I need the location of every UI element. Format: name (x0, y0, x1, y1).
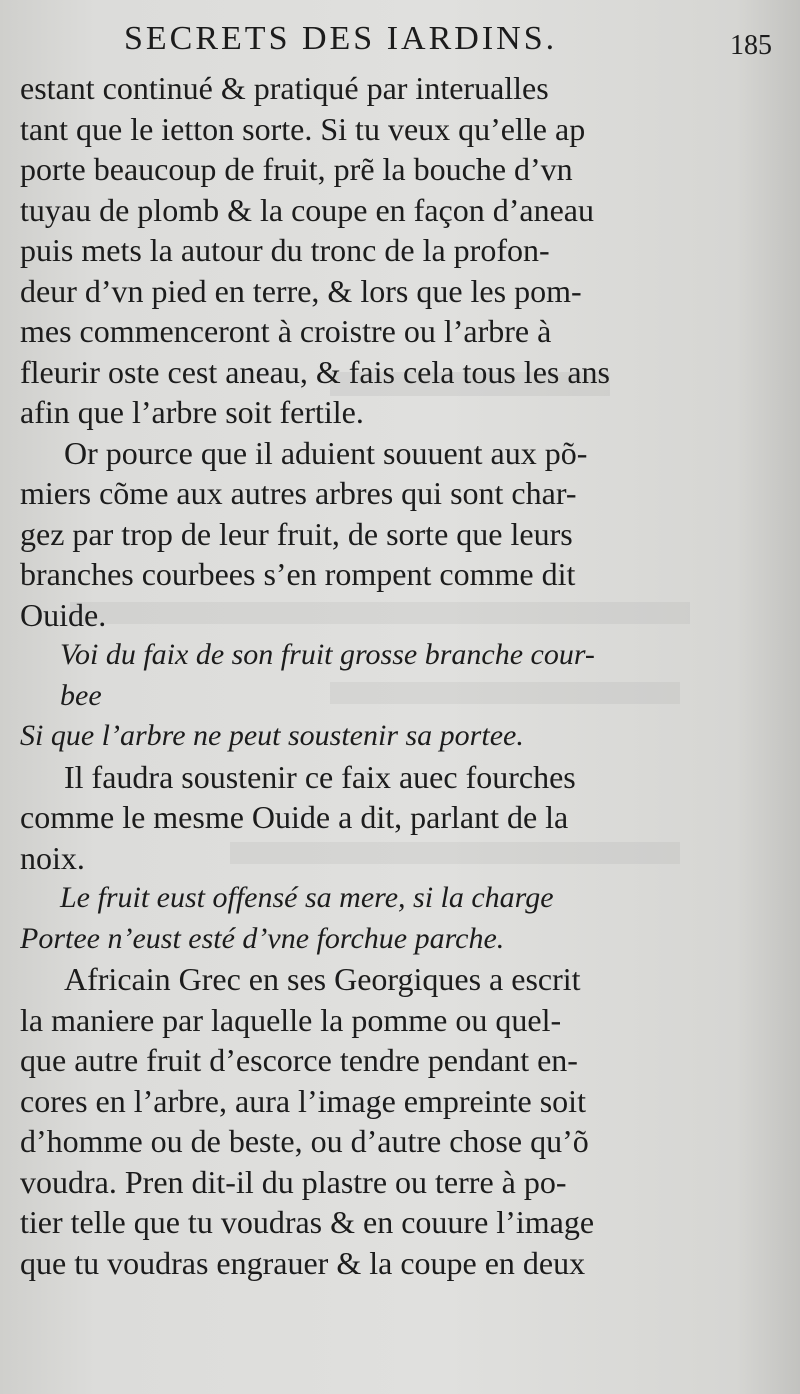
text-line: tier telle que tu voudras & en couure l’image (20, 1204, 595, 1240)
page-number: 185 (730, 30, 772, 61)
verse-line: bee (60, 678, 102, 712)
verse-line: Portee n’eust esté d’vne forchue parche. (20, 921, 505, 955)
text-line: comme le mesme Ouide a dit, parlant de la (20, 799, 569, 835)
text-line: deur d’vn pied en terre, & lors que les pom- (20, 272, 582, 309)
text-line: d’homme ou de beste, ou d’autre chose qu’õ (20, 1123, 589, 1159)
text-line: la maniere par laquelle la pomme ou quel- (20, 1001, 562, 1038)
text-line: puis mets la autour du tronc de la profon- (20, 232, 550, 268)
page-header (24, 20, 784, 70)
text-line: porte beaucoup de fruit, prẽ la bouche d’vn (20, 151, 573, 187)
paragraph-start-line: Il faudra soustenir ce faix auec fourches (64, 758, 576, 795)
paragraph-start-line: Africain Grec en ses Georgiques a escrit (64, 961, 581, 997)
text-line: miers cõme aux autres arbres qui sont char- (20, 475, 577, 511)
running-title: SECRETS DES IARDINS. (124, 20, 558, 57)
text-line: tant que le ietton sorte. Si tu veux qu’elle ap (20, 110, 586, 147)
body-text (20, 68, 690, 1283)
text-line: estant continué & pratiqué par interualles (20, 70, 549, 106)
verse-line: Voi du faix de son fruit grosse branche cour- (60, 638, 595, 671)
text-line: que autre fruit d’escorce tendre pendant en- (20, 1042, 578, 1078)
text-line: Ouide. (20, 596, 107, 633)
text-line: tuyau de plomb & la coupe en façon d’aneau (20, 191, 594, 228)
text-line: que tu voudras engrauer & la coupe en deux (20, 1244, 586, 1281)
verse-line: Si que l’arbre ne peut soustenir sa portee. (20, 719, 524, 752)
text-line: voudra. Pren dit-il du plastre ou terre à po- (20, 1163, 567, 1200)
paragraph-start-line: Or pource que il aduient souuent aux põ- (64, 434, 588, 471)
text-line: branches courbees s’en rompent comme dit (20, 556, 576, 592)
text-line: afin que l’arbre soit fertile. (20, 394, 364, 430)
text-line: gez par trop de leur fruit, de sorte que leurs (20, 515, 573, 552)
verse-line: Le fruit eust offensé sa mere, si la charge (60, 881, 554, 914)
text-line: fleurir oste cest aneau, & fais cela tous les ans (20, 353, 610, 390)
text-line: mes commenceront à croistre ou l’arbre à (20, 313, 552, 349)
text-line: cores en l’arbre, aura l’image empreinte soit (20, 1082, 586, 1119)
text-line: noix. (20, 839, 85, 876)
